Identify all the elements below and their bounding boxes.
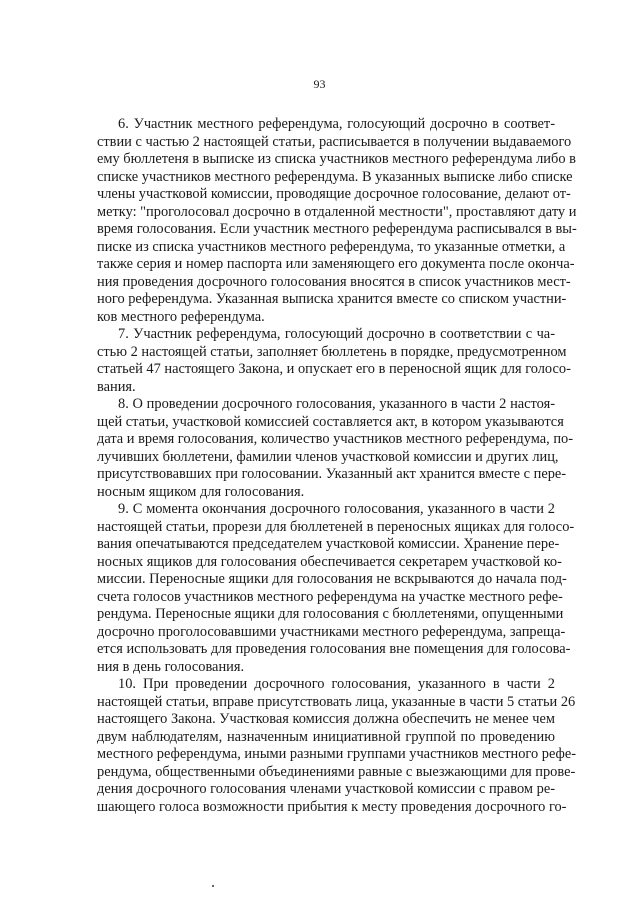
text-line: 9. С момента окончания досрочного голосования, указанного в части 2 bbox=[118, 501, 555, 517]
text-line: досрочно проголосовавшими участниками местного референдума, запреща- bbox=[97, 623, 566, 640]
text-line: присутствовавших при голосовании. Указанный акт хранится вместе с пере- bbox=[97, 466, 567, 482]
text-line: члены участковой комиссии, проводящие досрочное голосование, делают от- bbox=[97, 186, 571, 202]
text-line: вания опечатываются председателем участковой комиссии. Хранение пере- bbox=[97, 536, 560, 552]
text-line: шающего голоса возможности прибытия к месту проведения досрочного го- bbox=[97, 798, 567, 815]
text-line: настоящего Закона. Участковая комиссия должна обеспечить не менее чем bbox=[97, 711, 555, 727]
text-line: ется использовать для проведения голосования вне помещения для голосова- bbox=[97, 641, 571, 657]
text-line: время голосования. Если участник местного референдума расписывался в вы- bbox=[97, 221, 577, 237]
text-line: метку: "проголосовал досрочно в отдаленной местности", проставляют дату и bbox=[97, 203, 577, 220]
text-line: 10. При проведении досрочного голосования, указанного в части 2 bbox=[118, 676, 555, 692]
text-line: ного референдума. Указанная выписка хранится вместе со списком участни- bbox=[97, 291, 567, 307]
text-line: носных ящиков для голосования обеспечивается секретарем участковой ко- bbox=[97, 553, 562, 570]
text-line: дения досрочного голосования членами участковой комиссии с правом ре- bbox=[97, 781, 555, 797]
text-line: 7. Участник референдума, голосующий досрочно в соответствии с ча- bbox=[118, 326, 555, 342]
text-line: 8. О проведении досрочного голосования, указанного в части 2 настоя- bbox=[118, 396, 555, 412]
text-line: щей статьи, участковой комиссией составляется акт, в котором указываются bbox=[97, 413, 564, 430]
text-line: ствии с частью 2 настоящей статьи, расписывается в получении выдаваемого bbox=[97, 133, 572, 150]
text-line: также серия и номер паспорта или заменяющего его документа после оконча- bbox=[97, 256, 575, 272]
text-line: ния в день голосования. bbox=[97, 658, 245, 675]
page-number: 93 bbox=[313, 77, 326, 91]
body-text bbox=[97, 116, 577, 816]
text-line: настоящей статьи, прорези для бюллетеней в переносных ящиках для голосо- bbox=[97, 518, 575, 535]
text-line: носным ящиком для голосования. bbox=[97, 483, 305, 500]
text-line: 6. Участник местного референдума, голосующий досрочно в соответ- bbox=[118, 116, 555, 132]
text-line: статьей 47 настоящего Закона, и опускает его в переносной ящик для голосо- bbox=[97, 361, 571, 377]
text-line: счета голосов участников местного референдума на участке местного рефе- bbox=[97, 588, 563, 605]
text-line: писке из списка участников местного референдума, то указанные отметки, а bbox=[97, 238, 566, 255]
text-line: дата и время голосования, количество участников местного референдума, по- bbox=[97, 431, 574, 447]
text-line: списке участников местного референдума. В указанных выписке либо списке bbox=[97, 168, 573, 185]
scan-speck bbox=[212, 885, 214, 887]
text-line: лучивших бюллетени, фамилии членов участковой комиссии и других лиц, bbox=[97, 448, 559, 465]
text-line: местного референдума, иными разными группами участников местного рефе- bbox=[97, 746, 577, 762]
text-line: рендума. Переносные ящики для голосования с бюллетенями, опущенными bbox=[97, 606, 564, 622]
text-line: двум наблюдателям, назначенным инициативной группой по проведению bbox=[97, 728, 555, 745]
text-line: рендума, общественными объединениями равные с выезжающими для прове- bbox=[97, 763, 576, 780]
text-line: ков местного референдума. bbox=[97, 308, 265, 325]
text-line: ния проведения досрочного голосования вносятся в список участников мест- bbox=[97, 273, 571, 290]
text-line: ему бюллетеня в выписке из списка участников местного референдума либо в bbox=[97, 151, 576, 167]
text-line: вания. bbox=[97, 378, 136, 395]
text-line: стью 2 настоящей статьи, заполняет бюллетень в порядке, предусмотренном bbox=[97, 343, 567, 360]
text-line: миссии. Переносные ящики для голосования не вскрываются до начала под- bbox=[97, 571, 567, 587]
text-line: настоящей статьи, вправе присутствовать лица, указанные в части 5 статьи 26 bbox=[97, 693, 576, 710]
